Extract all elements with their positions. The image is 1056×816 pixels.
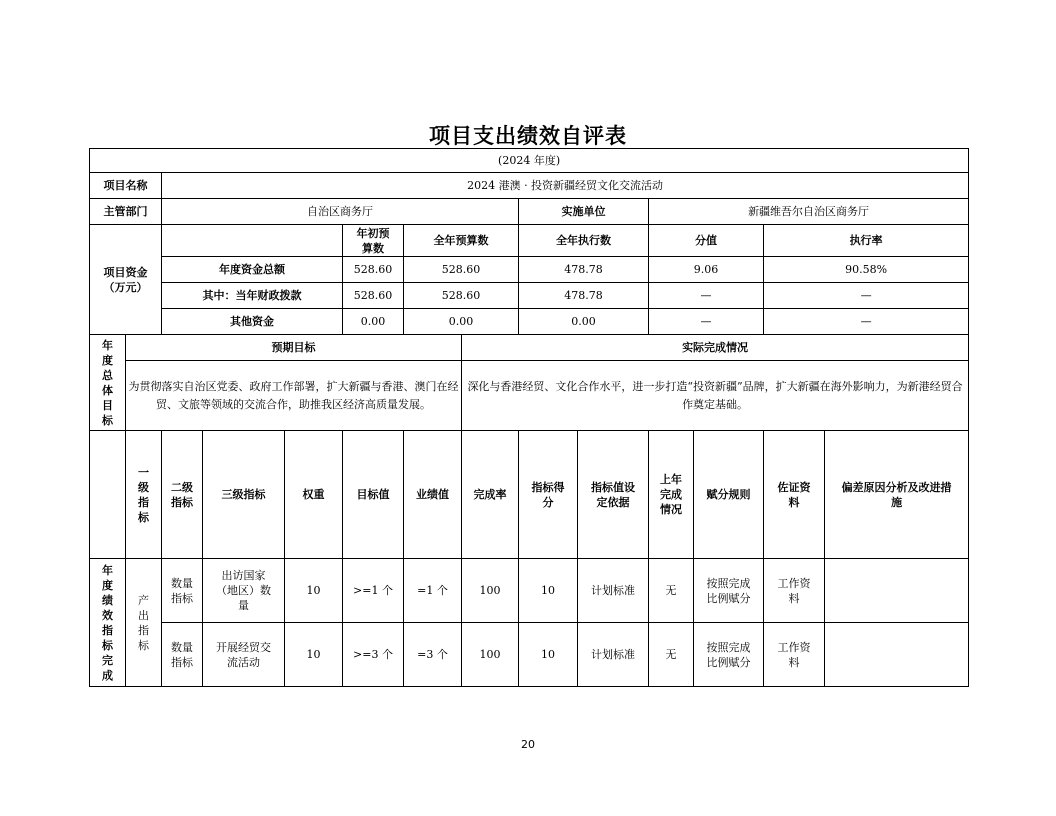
funds-cell: 0.00 [519, 309, 649, 335]
indicator-actual: =3 个 [404, 623, 462, 687]
header-actual: 业绩值 [404, 431, 462, 559]
indicator-last-year: 无 [649, 623, 694, 687]
funds-cell: 528.60 [343, 283, 404, 309]
expected-goal-header: 预期目标 [126, 335, 462, 361]
funds-header-initial: 年初预 算数 [343, 225, 404, 257]
indicator-header-blank [90, 431, 126, 559]
impl-label: 实施单位 [519, 199, 649, 225]
indicator-target: >=3 个 [343, 623, 404, 687]
header-rule: 赋分规则 [694, 431, 764, 559]
indicator-target: >=1 个 [343, 559, 404, 623]
indicator-evidence: 工作资 料 [764, 623, 825, 687]
funds-header-points: 分值 [649, 225, 764, 257]
funds-cell: 528.60 [404, 257, 519, 283]
funds-cell: — [649, 283, 764, 309]
funds-cell: 9.06 [649, 257, 764, 283]
indicator-basis: 计划标准 [578, 559, 649, 623]
dept-value: 自治区商务厅 [162, 199, 519, 225]
funds-row-name: 年度资金总额 [162, 257, 343, 283]
funds-row-name: 其他资金 [162, 309, 343, 335]
indicator-level3: 出访国家 （地区）数 量 [203, 559, 285, 623]
indicator-rate: 100 [462, 559, 519, 623]
dept-label: 主管部门 [90, 199, 162, 225]
funds-cell: 0.00 [404, 309, 519, 335]
indicator-deviation [825, 559, 969, 623]
header-evidence: 佐证资 料 [764, 431, 825, 559]
indicator-level3: 开展经贸交 流活动 [203, 623, 285, 687]
funds-cell: — [764, 309, 969, 335]
funds-cell: 90.58% [764, 257, 969, 283]
indicator-rule: 按照完成 比例赋分 [694, 559, 764, 623]
funds-cell: 478.78 [519, 257, 649, 283]
header-weight: 权重 [285, 431, 343, 559]
indicators-section-label: 年 度 绩 效 指 标 完 成 [90, 559, 126, 687]
page-title: 项目支出绩效自评表 [429, 124, 627, 148]
indicator-actual: =1 个 [404, 559, 462, 623]
indicator-deviation [825, 623, 969, 687]
header-score: 指标得 分 [519, 431, 578, 559]
actual-goal-text: 深化与香港经贸、文化合作水平，进一步打造“投资新疆”品牌，扩大新疆在海外影响力，为新港经贸合作奠定基础。 [462, 361, 969, 431]
header-deviation: 偏差原因分析及改进措 施 [825, 431, 969, 559]
indicator-weight: 10 [285, 559, 343, 623]
actual-goal-header: 实际完成情况 [462, 335, 969, 361]
indicator-score: 10 [519, 559, 578, 623]
funds-header-annual: 全年预算数 [404, 225, 519, 257]
funds-header-executed: 全年执行数 [519, 225, 649, 257]
funds-cell: 478.78 [519, 283, 649, 309]
impl-value: 新疆维吾尔自治区商务厅 [649, 199, 969, 225]
funds-header-blank [162, 225, 343, 257]
funds-label: 项目资金 （万元） [90, 225, 162, 335]
performance-table [89, 148, 969, 687]
project-name-value: 2024 港澳 · 投资新疆经贸文化交流活动 [162, 173, 969, 199]
indicator-basis: 计划标准 [578, 623, 649, 687]
indicator-rule: 按照完成 比例赋分 [694, 623, 764, 687]
header-level2: 二级 指标 [162, 431, 203, 559]
header-last-year: 上年 完成 情况 [649, 431, 694, 559]
header-basis: 指标值设 定依据 [578, 431, 649, 559]
indicator-score: 10 [519, 623, 578, 687]
funds-header-rate: 执行率 [764, 225, 969, 257]
funds-cell: 528.60 [404, 283, 519, 309]
header-target: 目标值 [343, 431, 404, 559]
indicator-last-year: 无 [649, 559, 694, 623]
project-name-label: 项目名称 [90, 173, 162, 199]
indicator-level2: 数量 指标 [162, 559, 203, 623]
page-number: 20 [521, 738, 535, 751]
expected-goal-text: 为贯彻落实自治区党委、政府工作部署，扩大新疆与香港、澳门在经贸、文旅等领域的交流合作，助推我区经济高质量发展。 [126, 361, 462, 431]
level1-value: 产 出 指 标 [126, 559, 162, 687]
indicator-rate: 100 [462, 623, 519, 687]
indicator-level2: 数量 指标 [162, 623, 203, 687]
indicator-evidence: 工作资 料 [764, 559, 825, 623]
funds-cell: — [649, 309, 764, 335]
funds-row-name: 其中：当年财政拨款 [162, 283, 343, 309]
year-label: (2024 年度) [90, 149, 969, 173]
header-rate: 完成率 [462, 431, 519, 559]
funds-cell: — [764, 283, 969, 309]
funds-cell: 0.00 [343, 309, 404, 335]
header-level3: 三级指标 [203, 431, 285, 559]
indicator-weight: 10 [285, 623, 343, 687]
header-level1: 一 级 指 标 [126, 431, 162, 559]
funds-cell: 528.60 [343, 257, 404, 283]
goals-label: 年 度 总 体 目 标 [90, 335, 126, 431]
